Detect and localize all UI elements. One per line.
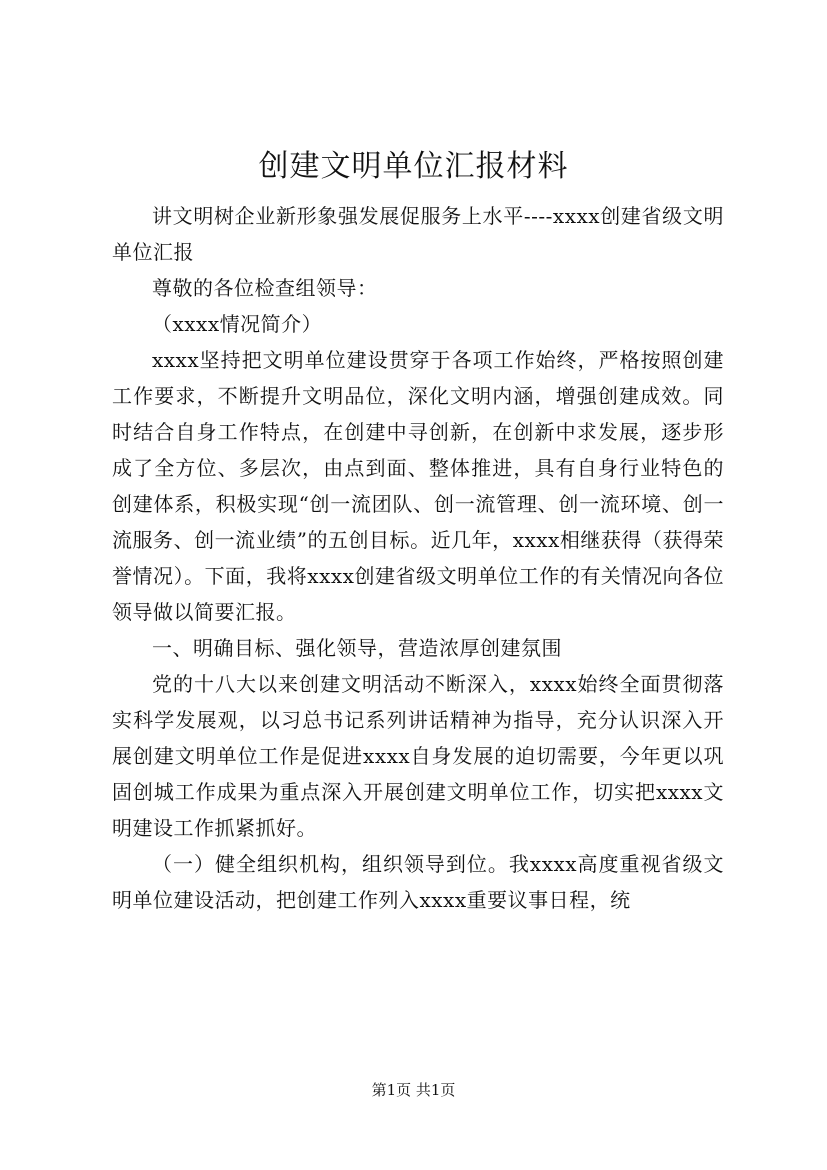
salutation-paragraph: 尊敬的各位检查组领导： (152, 276, 378, 300)
subtitle-paragraph: 讲文明树企业新形象强发展促服务上水平----xxxx创建省级文明单位汇报 (112, 204, 724, 264)
subsection-1-paragraph: （一）健全组织机构，组织领导到位。我xxxx高度重视省级文明单位建设活动，把创建工作列入xxxx重要议事日程，统 (112, 852, 724, 912)
section-1-paragraph: 党的十八大以来创建文明活动不断深入，xxxx始终全面贯彻落实科学发展观，以习总书记系列讲话精神为指导，充分认识深入开展创建文明单位工作是促进xxxx自身发展的迫切需要，今年更以巩固创城工作成果为重点深入开展创建文明单位工作，切实把xxxx文明建设工作抓紧抓好。 (112, 672, 724, 840)
document-title: 创建文明单位汇报材料 (258, 149, 569, 184)
document-body (112, 198, 724, 918)
overview-paragraph: xxxx坚持把文明单位建设贯穿于各项工作始终，严格按照创建工作要求，不断提升文明品位，深化文明内涵，增强创建成效。同时结合自身工作特点，在创建中寻创新，在创新中求发展，逐步形成了全方位、多层次，由点到面、整体推进，具有自身行业特色的创建体系，积极实现“创一流团队、创一流管理、创一流环境、创一流服务、创一流业绩”的五创目标。近几年，xxxx相继获得（获得荣誉情况）。下面，我将xxxx创建省级文明单位工作的有关情况向各位领导做以简要汇报。 (112, 348, 724, 624)
page-footer: 第1页 共1页 (371, 1081, 456, 1099)
section-heading-1: 一、明确目标、强化领导，营造浓厚创建氛围 (152, 636, 562, 660)
intro-note-paragraph: （xxxx情况简介） (152, 312, 323, 336)
